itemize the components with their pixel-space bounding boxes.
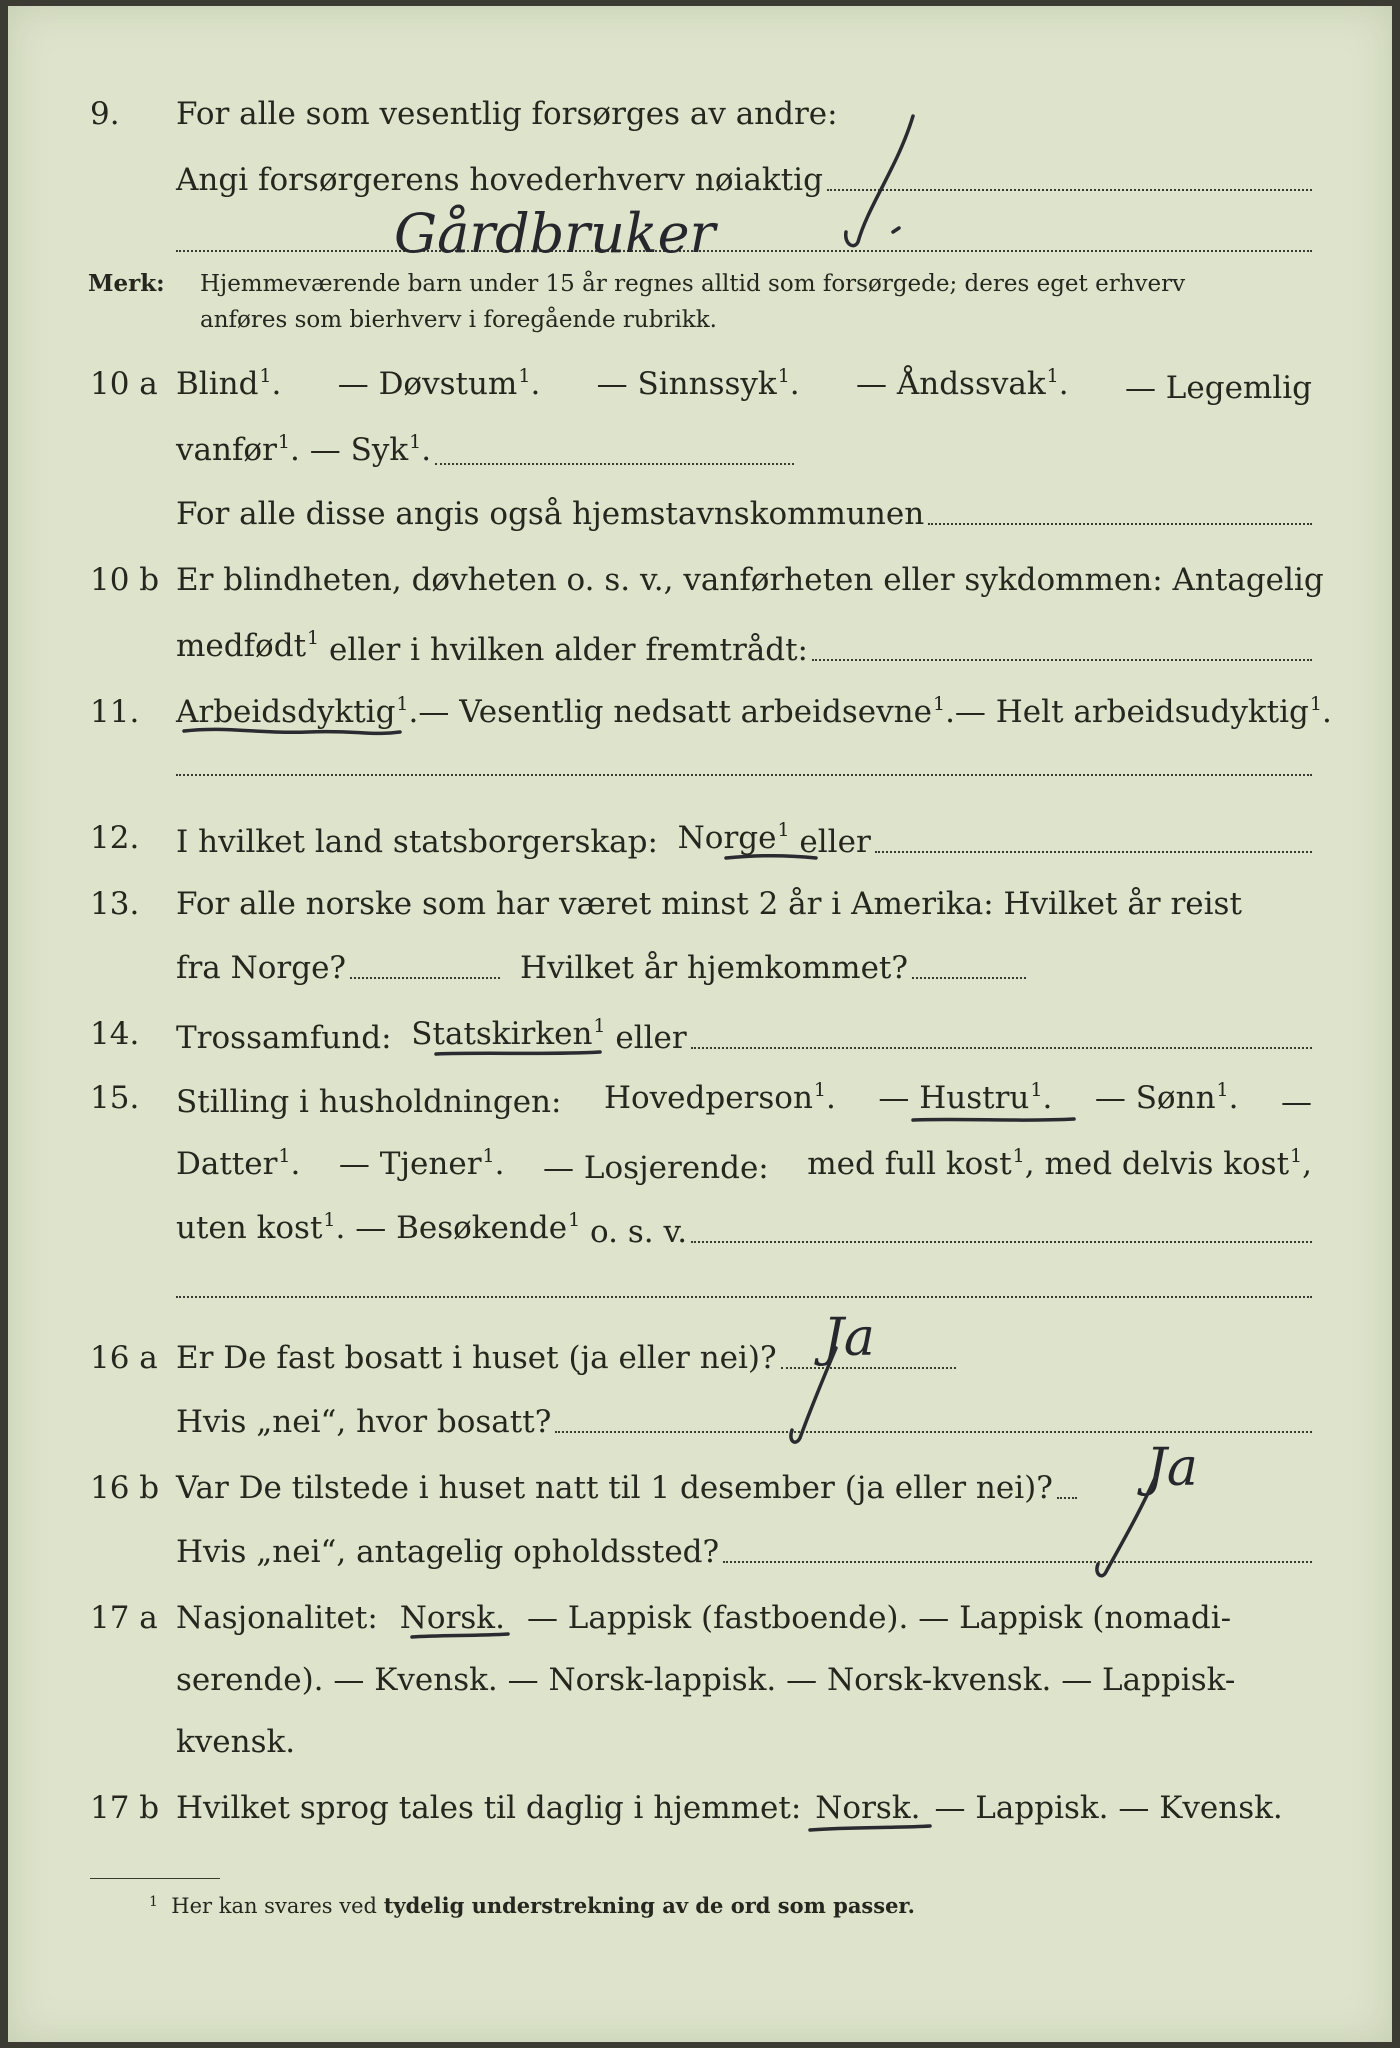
option-sinnssyk: — Sinnssyk: [596, 366, 777, 402]
q17a-options-1: — Lappisk (fastboende). — Lappisk (nomadi-: [526, 1600, 1232, 1636]
q10b-text: Er blindheten, døvheten o. s. v., vanførheten eller sykdommen: Antagelig: [176, 562, 1324, 598]
q11-number: 11.: [90, 694, 140, 730]
q14-text: Trossamfund:: [176, 1020, 392, 1056]
handwritten-stroke-q16a: [791, 1348, 836, 1442]
q16a-handwritten-answer: Ja: [823, 1308, 875, 1368]
option-norsk-nationality: Norsk.: [399, 1600, 505, 1636]
option-legemlig: — Legemlig: [1124, 370, 1312, 406]
handwritten-stroke-q9: [846, 116, 913, 246]
option-tjener: — Tjener: [338, 1146, 482, 1182]
q17b-number: 17 b: [90, 1790, 160, 1826]
footnote-text-a: Her kan svares ved: [171, 1894, 377, 1918]
q9-text: For alle som vesentlig forsørges av andre:: [176, 96, 838, 132]
q17a-options-2: serende). — Kvensk. — Norsk-lappisk. — Norsk-kvensk. — Lappisk-: [176, 1662, 1236, 1698]
underline-arbeidsdyktig: [184, 729, 400, 733]
q16b-handwritten-answer: Ja: [1146, 1438, 1198, 1498]
q16a-number: 16 a: [90, 1340, 158, 1376]
q16b-where: Hvis „nei“, antagelig opholdssted?: [176, 1534, 720, 1570]
underline-norge: [726, 856, 816, 858]
option-medfodt: medfødt: [176, 628, 307, 664]
option-norge: Norge: [677, 820, 777, 856]
option-losjerende: — Losjerende:: [543, 1150, 769, 1186]
option-vanfor: vanfør: [176, 432, 277, 468]
q13-left-norway: fra Norge?: [176, 950, 347, 986]
q17a-number: 17 a: [90, 1600, 158, 1636]
q14-eller: eller: [615, 1020, 687, 1056]
q16b-text: Var De tilstede i huset natt til 1 desember (ja eller nei)?: [176, 1470, 1053, 1506]
census-form-page: 9. For alle som vesentlig forsørges av andre: Angi forsørgerens hovederhverv nøiaktig Gårdbruker Merk: Hjemmeværende barn under 15 år regnes alltid som forsørgede; deres eget erhverv anføres som bierhverv i foregående rubrikk. 10 a Blind$^1$. — Døvstum$^1$. — Sinnssyk$^1$. — Åndssvak$^1$. — Legemlig vanfør$^1$. — Syk$^1$. For alle disse angis også hjemstavnskommunen 10 b Er blindheten, døvheten o. s. v., vanførheten eller sykdommen: Antagelig medfødt$^1$ eller i hvilken alder fremtrådt: 11. Arbeidsdyktig$^1$. — Vesentlig nedsatt arbeidsevne$^1$. — Helt arbeidsudyktig$^1$. 12. I hvilket land statsborgerskap: Norge$^1$ eller 13. For alle norske som har været minst 2 år i Amerika: Hvilket år reist fra Norge? Hvilket år hjemkommet? 14. Trossamfund: Statskirken$^1$ eller 15. Stilling i husholdningen: Hovedperson$^1$. — Hustru$^1$. — Sønn$^1$. — Datter$^1$. — Tjener$^1$. — Losjerende: med full kost$^1$, med delvis kost$^1$, uten kost$^1$. — Besøkende$^1$ o. s. v. 16 a Er De fast bosatt i huset (ja eller nei)? Ja Hvis „nei“, hvor bosatt? 16 b Var De tilstede i huset natt til 1 desember (ja eller nei)? Ja Hvis „nei“, antagelig opholdssted? 17 a Nasjonalitet: Norsk. — Lappisk (fastboende). — Lappisk (nomadi- serende). — Kvensk. — Norsk-lappisk. — Norsk-kvensk. — Lappisk- kvensk. 17 b Hvilket sprog tales til daglig i hjemmet: Norsk. — Lappisk. — Kvensk. $^1$ Her kan svares ved tydelig understrekning av de ord som passer.: [8, 6, 1392, 2042]
q9-number: 9.: [90, 96, 120, 132]
q10b-age-label: eller i hvilken alder fremtrådt:: [328, 632, 809, 668]
q17a-text: Nasjonalitet:: [176, 1600, 378, 1636]
q16a-text: Er De fast bosatt i huset (ja eller nei)?: [176, 1340, 777, 1376]
option-dovstum: — Døvstum: [337, 366, 518, 402]
merk-text-1: Hjemmeværende barn under 15 år regnes alltid som forsørgede; deres eget erhverv: [200, 271, 1186, 297]
q12-text: I hvilket land statsborgerskap:: [176, 824, 658, 860]
underline-norsk-language: [810, 1826, 930, 1830]
option-syk: — Syk: [309, 432, 409, 468]
option-full-kost: med full kost: [807, 1146, 1012, 1182]
option-hustru: — Hustru: [878, 1080, 1030, 1116]
q17b-text: Hvilket sprog tales til daglig i hjemmet:: [176, 1790, 802, 1826]
q13-returned: Hvilket år hjemkommet?: [520, 950, 909, 986]
q9-provider-label: Angi forsørgerens hovederhverv nøiaktig: [176, 162, 823, 198]
option-hovedperson: Hovedperson: [603, 1080, 813, 1116]
q13-text: For alle norske som har været minst 2 år i Amerika: Hvilket år reist: [176, 886, 1242, 922]
underline-norsk-nationality: [412, 1634, 508, 1637]
option-norsk-language: Norsk.: [815, 1790, 921, 1826]
underline-statskirken: [436, 1052, 600, 1054]
q16a-where: Hvis „nei“, hvor bosatt?: [176, 1404, 552, 1440]
q14-number: 14.: [90, 1016, 140, 1052]
option-arbeidsudyktig: — Helt arbeidsudyktig: [954, 694, 1309, 730]
option-uten-kost: uten kost: [176, 1210, 323, 1246]
q17b-options: — Lappisk. — Kvensk.: [934, 1790, 1283, 1826]
merk-text-2: anføres som bierhverv i foregående rubrikk.: [200, 307, 717, 333]
option-blind: Blind: [176, 366, 259, 402]
option-andssvak: — Åndssvak: [856, 366, 1046, 402]
q12-number: 12.: [90, 820, 140, 856]
ink-marks: [8, 6, 1392, 2042]
option-statskirken: Statskirken: [411, 1016, 593, 1052]
merk-label: Merk:: [88, 270, 165, 297]
q15-osv: o. s. v.: [590, 1214, 688, 1250]
option-delvis-kost: , med delvis kost: [1024, 1146, 1290, 1182]
option-datter: Datter: [176, 1146, 278, 1182]
q15-number: 15.: [90, 1080, 140, 1116]
q10a-hometown-label: For alle disse angis også hjemstavnskommunen: [176, 496, 925, 532]
option-besokende: — Besøkende: [355, 1210, 568, 1246]
footnote-mark: 1: [149, 1894, 158, 1910]
q10b-number: 10 b: [90, 562, 160, 598]
option-arbeidsdyktig: Arbeidsdyktig: [176, 694, 396, 730]
q12-eller: eller: [799, 824, 871, 860]
underline-hustru: [913, 1119, 1074, 1120]
q9-handwritten-answer: Gårdbruker: [394, 202, 716, 265]
option-sonn: — Sønn: [1094, 1080, 1216, 1116]
handwritten-stroke-q16b: [1097, 1476, 1156, 1576]
option-nedsatt-arbeidsevne: — Vesentlig nedsatt arbeidsevne: [418, 694, 932, 730]
q10a-number: 10 a: [90, 366, 158, 402]
q16b-number: 16 b: [90, 1470, 160, 1506]
q13-number: 13.: [90, 886, 140, 922]
footnote-text-b: tydelig understrekning av de ord som passer.: [383, 1893, 915, 1918]
q15-text: Stilling i husholdningen:: [176, 1084, 562, 1120]
q17a-options-3: kvensk.: [176, 1724, 296, 1760]
